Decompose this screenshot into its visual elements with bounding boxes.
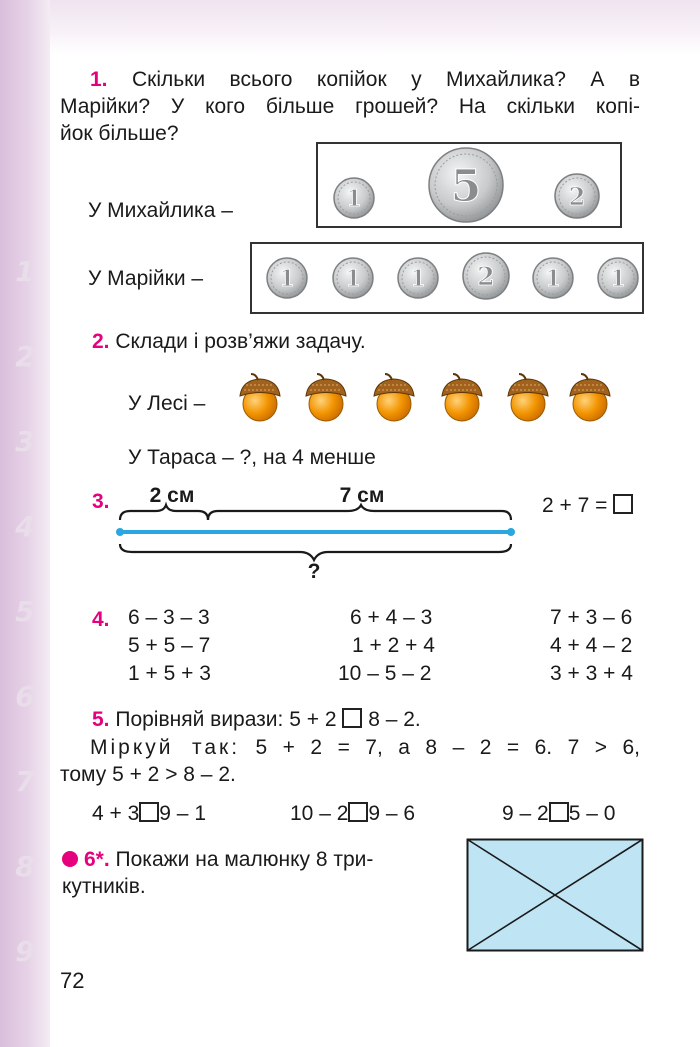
comparison [290, 802, 415, 826]
segment-endpoint [507, 528, 515, 536]
task1-line3: йок більше? [60, 122, 179, 145]
expression: 4 + 4 – 2 [550, 634, 633, 657]
comparison-left: 9 – 2 [502, 802, 549, 825]
label-taras: У Тараса – ?, на 4 менше [128, 446, 376, 469]
coin-value: 1 [346, 186, 362, 212]
segment2-label: 7 см [339, 484, 385, 507]
task3-number: 3. [92, 490, 110, 513]
task6-text [62, 846, 452, 900]
task1-text [60, 66, 640, 147]
task5-intro-a: Порівняй вирази: 5 + 2 [115, 708, 337, 731]
equation-text: 2 + 7 = [542, 494, 608, 517]
bullet-icon [62, 851, 78, 867]
comparison-right: 5 – 0 [568, 802, 616, 825]
task6-line1: Покажи на малюнку 8 три- [115, 848, 374, 871]
coin-value: 1 [345, 266, 361, 292]
segment-endpoint [116, 528, 124, 536]
task5-intro-b: 8 – 2. [368, 708, 421, 731]
task5-heading [92, 706, 421, 733]
task2-number: 2. [92, 330, 110, 353]
coin-value: 1 [279, 266, 295, 292]
compare-box[interactable] [342, 708, 362, 728]
expression: 6 – 3 – 3 [128, 606, 210, 629]
comparison [92, 802, 206, 826]
label-mariika: У Марійки – [88, 267, 204, 290]
side-number: 9 [15, 935, 35, 968]
coin-1 [398, 258, 438, 298]
side-number: 7 [15, 765, 35, 798]
coins-mykhailyk-box [316, 142, 622, 228]
expression: 7 + 3 – 6 [550, 606, 633, 629]
task2-heading [92, 328, 366, 355]
page-number: 72 [60, 968, 85, 993]
coin-value: 1 [545, 266, 561, 292]
coin-5 [429, 148, 503, 222]
task1-number: 1. [90, 68, 108, 91]
brace-total [120, 544, 511, 560]
brace-segment1 [120, 505, 208, 520]
expression: 6 + 4 – 3 [350, 606, 433, 629]
side-number: 6 [15, 680, 35, 713]
task4-number: 4. [92, 608, 110, 631]
task6-line2: кутників. [62, 875, 146, 898]
side-number: 3 [15, 425, 35, 458]
acorn-icon [240, 374, 280, 421]
label-lesia: У Лесі – [128, 392, 206, 415]
coin-value: 1 [610, 266, 626, 292]
compare-box[interactable] [348, 802, 368, 822]
acorn-icon [374, 374, 414, 421]
coin-1 [598, 258, 638, 298]
comparison-right: 9 – 1 [159, 802, 207, 825]
answer-box[interactable] [613, 494, 633, 514]
coin-value: 5 [450, 161, 482, 212]
comparison [502, 802, 615, 826]
coins-mariika-box [250, 242, 644, 314]
label-mykhailyk: У Михайлика – [88, 199, 233, 222]
coin-1 [267, 258, 307, 298]
acorn-icon [306, 374, 346, 421]
expression: 3 + 3 + 4 [550, 662, 633, 685]
hint-line2: тому 5 + 2 > 8 – 2. [60, 763, 236, 786]
task2-text: Склади і розв’яжи задачу. [115, 330, 366, 353]
coin-2 [463, 253, 509, 299]
comparison-right: 9 – 6 [368, 802, 416, 825]
side-number: 5 [15, 595, 35, 628]
hint-word: Міркуй так: [90, 736, 241, 759]
acorn-icon [508, 374, 548, 421]
acorns [236, 372, 626, 424]
top-band [0, 0, 700, 55]
segment1-label: 2 см [149, 484, 195, 507]
triangles-figure [466, 838, 644, 952]
task1-line2: Марійки? У кого більше грошей? На скільки копі- [60, 95, 640, 118]
side-number: 1 [15, 255, 35, 288]
acorn-icon [570, 374, 610, 421]
expression: 1 + 5 + 3 [128, 662, 211, 685]
task3-equation [542, 494, 633, 518]
coin-1 [333, 258, 373, 298]
coins-mariika [252, 244, 642, 312]
coin-value: 2 [568, 182, 586, 211]
task1-line1: Скільки всього копійок у Михайлика? А в [131, 68, 640, 91]
total-unknown: ? [307, 560, 321, 580]
side-number: 4 [15, 510, 35, 543]
side-number: 8 [15, 850, 35, 883]
coin-2 [555, 174, 599, 218]
coin-1 [334, 178, 374, 218]
coin-1 [533, 258, 573, 298]
segment-diagram [110, 480, 520, 580]
coin-value: 1 [410, 266, 426, 292]
coins-mykhailyk [318, 144, 620, 226]
coin-value: 2 [477, 262, 495, 291]
comparison-left: 10 – 2 [290, 802, 349, 825]
hint-rest: 5 + 2 = 7, а 8 – 2 = 6. 7 > 6, [255, 736, 640, 759]
task5-hint [60, 734, 640, 788]
comparison-left: 4 + 3 [92, 802, 140, 825]
compare-box[interactable] [549, 802, 569, 822]
compare-box[interactable] [139, 802, 159, 822]
side-number: 2 [15, 340, 35, 373]
expression: 5 + 5 – 7 [128, 634, 211, 657]
acorn-icon [442, 374, 482, 421]
task5-number: 5. [92, 708, 110, 731]
expression: 10 – 5 – 2 [338, 662, 432, 685]
task6-number: 6*. [84, 848, 110, 871]
expression: 1 + 2 + 4 [352, 634, 435, 657]
brace-segment2 [208, 505, 511, 520]
